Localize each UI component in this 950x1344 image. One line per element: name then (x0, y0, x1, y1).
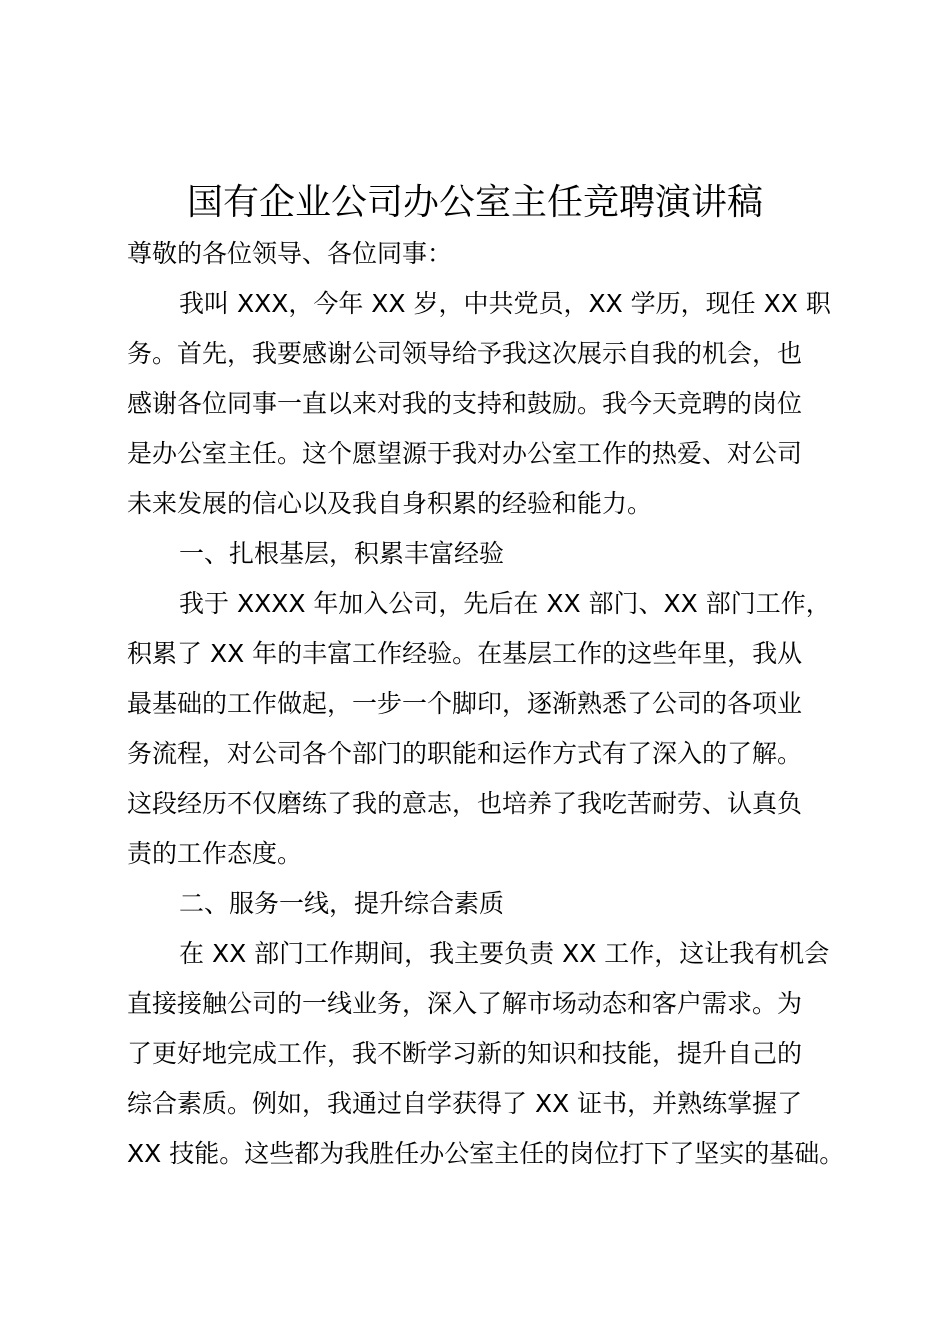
paragraph-line: 未来发展的信心以及我自身积累的经验和能力。 (127, 489, 653, 518)
paragraph-line: 最基础的工作做起，一步一个脚印，逐渐熟悉了公司的各项业 (127, 689, 803, 718)
paragraph-line: 综合素质。例如，我通过自学获得了 XX 证书，并熟练掌握了 (127, 1089, 803, 1118)
salutation: 尊敬的各位领导、各位同事： (127, 239, 453, 268)
paragraph-line: 务流程，对公司各个部门的职能和运作方式有了深入的了解。 (127, 739, 803, 768)
paragraph-line: 感谢各位同事一直以来对我的支持和鼓励。我今天竞聘的岗位 (127, 389, 803, 418)
paragraph-line: 我于 XXXX 年加入公司，先后在 XX 部门、XX 部门工作， (179, 589, 831, 618)
document-body (127, 229, 847, 1179)
paragraph-line: XX 技能。这些都为我胜任办公室主任的岗位打下了坚实的基础。 (127, 1139, 845, 1168)
paragraph-frontline (127, 929, 847, 1179)
paragraph-line: 了更好地完成工作，我不断学习新的知识和技能，提升自己的 (127, 1039, 803, 1068)
paragraph-grassroots (127, 579, 847, 879)
paragraph-line: 我叫 XXX，今年 XX 岁，中共党员，XX 学历，现任 XX 职 (179, 289, 831, 318)
paragraph-line: 是办公室主任。这个愿望源于我对办公室工作的热爱、对公司 (127, 439, 803, 468)
paragraph-line: 责的工作态度。 (127, 839, 303, 868)
paragraph-line: 在 XX 部门工作期间，我主要负责 XX 工作，这让我有机会 (179, 939, 830, 968)
document-title: 国有企业公司办公室主任竞聘演讲稿 (186, 182, 763, 223)
paragraph-line: 这段经历不仅磨练了我的意志，也培养了我吃苦耐劳、认真负 (127, 789, 803, 818)
section-heading-1: 一、扎根基层，积累丰富经验 (179, 539, 505, 568)
section-heading-2: 二、服务一线，提升综合素质 (179, 889, 505, 918)
paragraph-line: 务。首先，我要感谢公司领导给予我这次展示自我的机会，也 (127, 339, 803, 368)
paragraph-intro (127, 279, 847, 529)
paragraph-line: 积累了 XX 年的丰富工作经验。在基层工作的这些年里，我从 (127, 639, 803, 668)
paragraph-line: 直接接触公司的一线业务，深入了解市场动态和客户需求。为 (127, 989, 803, 1018)
